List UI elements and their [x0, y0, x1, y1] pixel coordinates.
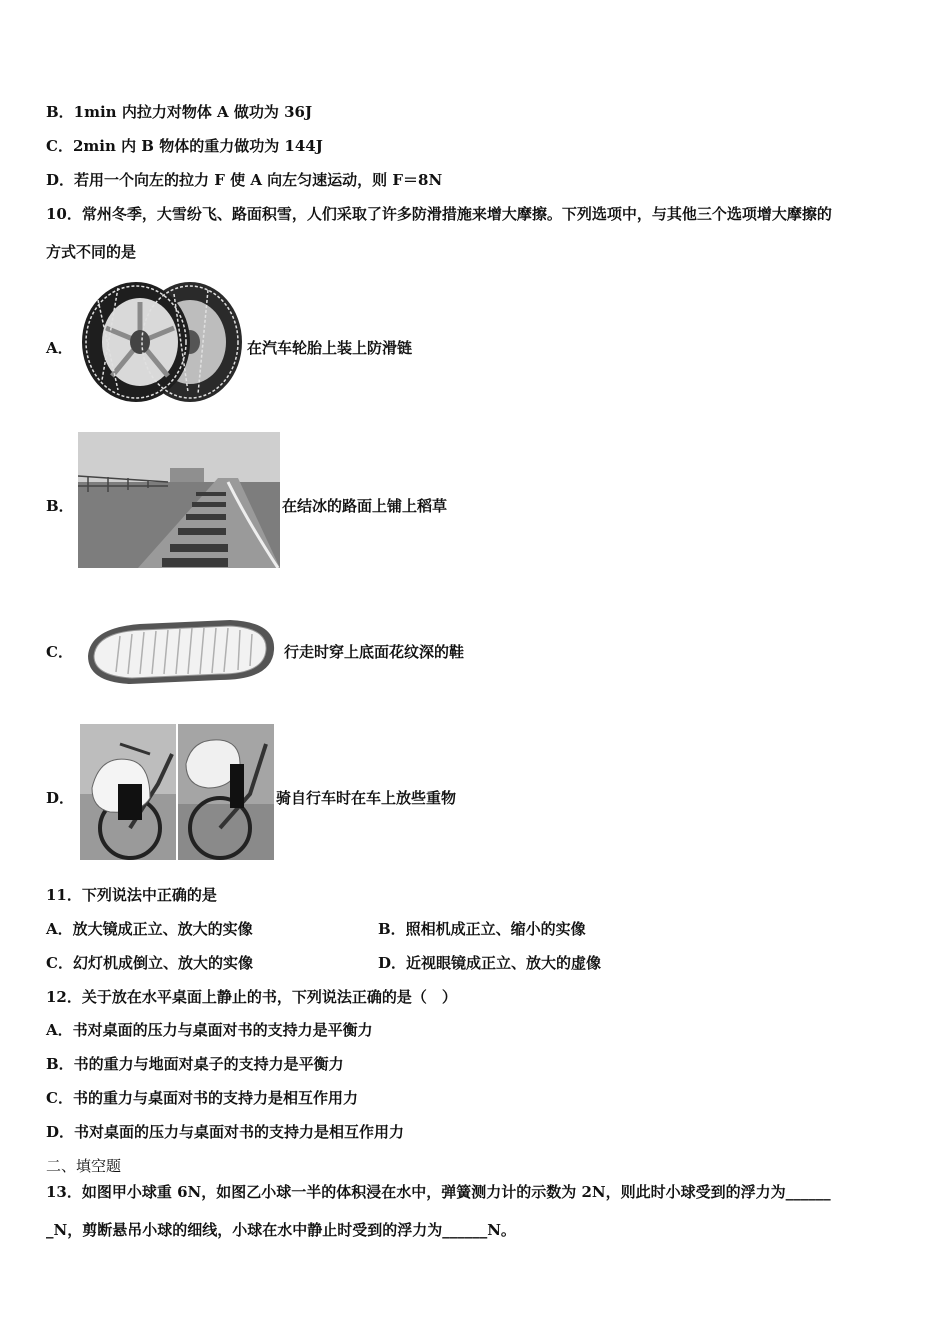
q12-option-d: D．书对桌面的压力与桌面对书的支持力是相互作用力 — [46, 1123, 405, 1141]
q10-option-b-text: 在结冰的路面上铺上稻草 — [282, 497, 448, 515]
tire-chain-photo — [78, 280, 244, 404]
q13-line1: 13．如图甲小球重 6N，如图乙小球一半的体积浸在水中，弹簧测力计的示数为 2N，则此时小球受到的浮力为______ — [46, 1183, 831, 1201]
q13-line2: _N，剪断悬吊小球的细线，小球在水中静止时受到的浮力为______N。 — [46, 1221, 516, 1239]
q11-stem: 11．下列说法中正确的是 — [46, 886, 217, 904]
shoe-sole-photo — [80, 610, 278, 690]
q12-stem: 12．关于放在水平桌面上静止的书，下列说法正确的是（ ） — [46, 988, 457, 1006]
q10-option-c-label: C． — [46, 643, 73, 661]
q9-option-d: D．若用一个向左的拉力 F 使 A 向左匀速运动，则 F＝8N — [46, 171, 443, 189]
bicycle-load-photo — [80, 724, 274, 860]
q12-option-a: A．书对桌面的压力与桌面对书的支持力是平衡力 — [46, 1021, 373, 1039]
q10-stem-line1: 10．常州冬季，大雪纷飞、路面积雪，人们采取了许多防滑措施来增大摩擦。下列选项中，与其他三个选项增大摩擦的 — [46, 205, 832, 223]
q9-option-b: B．1min 内拉力对物体 A 做功为 36J — [46, 103, 313, 121]
q12-option-b: B．书的重力与地面对桌子的支持力是平衡力 — [46, 1055, 344, 1073]
q10-option-a-label: A． — [46, 339, 73, 357]
q10-option-a-text: 在汽车轮胎上装上防滑链 — [247, 339, 413, 357]
q10-option-b-label: B． — [46, 497, 74, 515]
icy-road-straw-photo — [78, 432, 280, 568]
q11-option-d: D．近视眼镜成正立、放大的虚像 — [378, 954, 602, 972]
q11-option-a: A．放大镜成正立、放大的实像 — [46, 920, 253, 938]
q10-option-d-text: 骑自行车时在车上放些重物 — [276, 789, 457, 807]
q11-option-b: B．照相机成正立、缩小的实像 — [378, 920, 586, 938]
q12-option-c: C．书的重力与桌面对书的支持力是相互作用力 — [46, 1089, 358, 1107]
q10-stem-line2: 方式不同的是 — [46, 243, 137, 261]
q11-option-c: C．幻灯机成倒立、放大的实像 — [46, 954, 253, 972]
q10-option-c-text: 行走时穿上底面花纹深的鞋 — [284, 643, 465, 661]
q9-option-c: C．2min 内 B 物体的重力做功为 144J — [46, 137, 323, 155]
section-fill-in-title: 二、填空题 — [46, 1157, 122, 1175]
q10-option-d-label: D． — [46, 789, 75, 807]
